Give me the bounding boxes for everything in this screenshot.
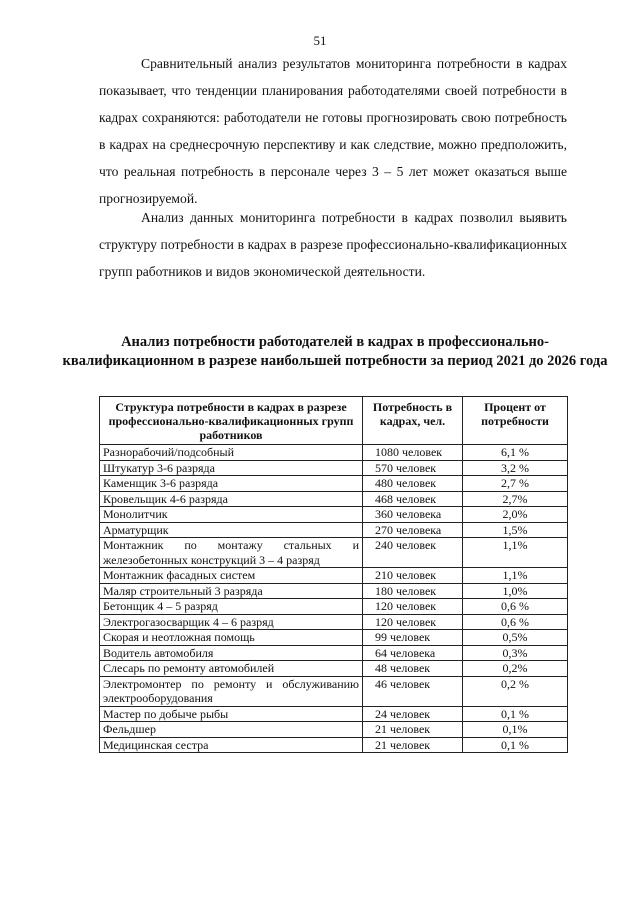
cell-demand: 46 человек [363, 676, 463, 706]
table-row [100, 476, 568, 492]
table-row [100, 676, 568, 706]
cell-percent: 2,7% [463, 491, 568, 507]
cell-demand: 120 человек [363, 599, 463, 615]
cell-occupation: Фельдшер [100, 722, 363, 738]
table-row [100, 722, 568, 738]
table-row [100, 538, 568, 568]
cell-percent: 3,2 % [463, 460, 568, 476]
cell-occupation: Штукатур 3-6 разряда [100, 460, 363, 476]
cell-occupation: Водитель автомобиля [100, 645, 363, 661]
demand-table [99, 396, 568, 753]
header-structure: Структура потребности в кадрах в разрезе профессионально-квалификационных групп работников [100, 397, 363, 445]
paragraph-monitoring-analysis: Анализ данных мониторинга потребности в кадрах позволил выявить структуру потребности в кадрах в разрезе профессионально-квалификационных групп работников и видов экономической деятельности. [99, 210, 567, 279]
cell-demand: 270 человека [363, 522, 463, 538]
cell-percent: 0,1 % [463, 706, 568, 722]
table-row [100, 737, 568, 753]
table-row [100, 630, 568, 646]
cell-occupation: Каменщик 3-6 разряда [100, 476, 363, 492]
cell-occupation: Бетонщик 4 – 5 разряд [100, 599, 363, 615]
table-row [100, 507, 568, 523]
table-row [100, 491, 568, 507]
table-row [100, 522, 568, 538]
cell-occupation: Медицинская сестра [100, 737, 363, 753]
cell-occupation: Монтажник фасадных систем [100, 568, 363, 584]
table-title: Анализ потребности работодателей в кадрах в профессионально-квалификационном в разрезе наибольшей потребности за период 2021 до 2026 года [62, 334, 608, 369]
cell-percent: 1,0% [463, 583, 568, 599]
cell-demand: 180 человек [363, 583, 463, 599]
cell-percent: 1,1% [463, 538, 568, 568]
cell-percent: 0,1% [463, 722, 568, 738]
cell-occupation: Монтажник по монтажу стальных и железобетонных конструкций 3 – 4 разряд [100, 538, 363, 568]
cell-occupation: Маляр строительный 3 разряда [100, 583, 363, 599]
cell-demand: 21 человек [363, 737, 463, 753]
cell-occupation: Слесарь по ремонту автомобилей [100, 661, 363, 677]
cell-occupation: Электрогазосварщик 4 – 6 разряд [100, 614, 363, 630]
cell-percent: 1,1% [463, 568, 568, 584]
table-row [100, 706, 568, 722]
table-row [100, 583, 568, 599]
table-row [100, 445, 568, 461]
cell-percent: 0,6 % [463, 614, 568, 630]
cell-percent: 1,5% [463, 522, 568, 538]
cell-occupation: Мастер по добыче рыбы [100, 706, 363, 722]
cell-demand: 480 человек [363, 476, 463, 492]
cell-percent: 0,6 % [463, 599, 568, 615]
table-row [100, 568, 568, 584]
cell-demand: 210 человек [363, 568, 463, 584]
cell-occupation: Разнорабочий/подсобный [100, 445, 363, 461]
cell-percent: 0,2% [463, 661, 568, 677]
cell-occupation: Арматурщик [100, 522, 363, 538]
cell-percent: 0,3% [463, 645, 568, 661]
cell-occupation: Скорая и неотложная помощь [100, 630, 363, 646]
cell-demand: 64 человека [363, 645, 463, 661]
table-row [100, 614, 568, 630]
table-row [100, 460, 568, 476]
cell-percent: 0,5% [463, 630, 568, 646]
paragraph-comparative-analysis: Сравнительный анализ результатов мониторинга потребности в кадрах показывает, что тенденции планирования работодателями своей потребности в кадрах сохраняются: работодатели не готовы прогнозировать свою потребность в кадрах на среднесрочную перспективу и как следствие, можно предположить, что реальная потребность в персонале через 3 – 5 лет может оказаться выше прогнозируемой. [99, 56, 567, 206]
header-demand: Потребность в кадрах, чел. [363, 397, 463, 445]
cell-demand: 48 человек [363, 661, 463, 677]
cell-percent: 2,0% [463, 507, 568, 523]
table-body [100, 445, 568, 753]
cell-percent: 6,1 % [463, 445, 568, 461]
cell-demand: 570 человек [363, 460, 463, 476]
cell-demand: 360 человека [363, 507, 463, 523]
table-row [100, 599, 568, 615]
cell-occupation: Электромонтер по ремонту и обслуживанию электрооборудования [100, 676, 363, 706]
cell-demand: 1080 человек [363, 445, 463, 461]
cell-percent: 0,1 % [463, 737, 568, 753]
header-percent: Процент от потребности [463, 397, 568, 445]
page-number: 51 [313, 33, 327, 48]
cell-demand: 21 человек [363, 722, 463, 738]
cell-demand: 99 человек [363, 630, 463, 646]
cell-percent: 2,7 % [463, 476, 568, 492]
cell-occupation: Монолитчик [100, 507, 363, 523]
table-row [100, 661, 568, 677]
cell-demand: 120 человек [363, 614, 463, 630]
cell-percent: 0,2 % [463, 676, 568, 706]
table-header-row [100, 397, 568, 445]
cell-demand: 240 человек [363, 538, 463, 568]
cell-occupation: Кровельщик 4-6 разряда [100, 491, 363, 507]
cell-demand: 468 человек [363, 491, 463, 507]
cell-demand: 24 человек [363, 706, 463, 722]
table-row [100, 645, 568, 661]
